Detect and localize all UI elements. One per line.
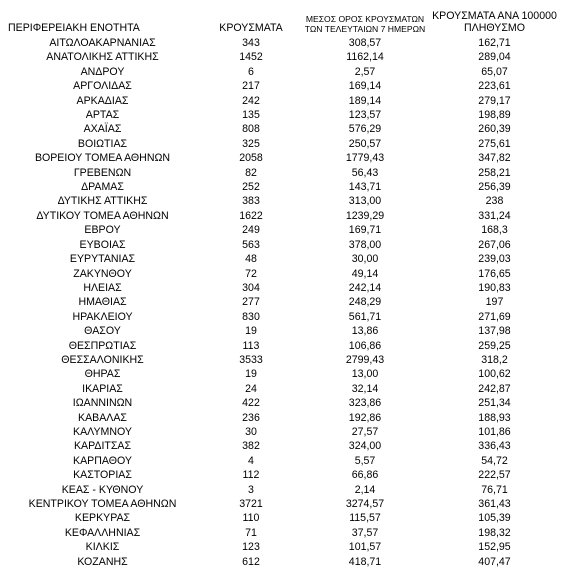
- region-cell: ΚΕΝΤΡΙΚΟΥ ΤΟΜΕΑ ΑΘΗΝΩΝ: [28, 498, 177, 510]
- cases-cell: 252: [242, 181, 260, 194]
- region-cell: ΚΙΛΚΙΣ: [85, 541, 120, 554]
- per100k-cell: 289,04: [478, 51, 511, 64]
- region-cell: ΔΥΤΙΚΟΥ ΤΟΜΕΑ ΑΘΗΝΩΝ: [36, 209, 169, 222]
- table-row: [4, 324, 560, 338]
- per100k-cell: 361,43: [478, 498, 511, 510]
- avg-cell: 1162,14: [346, 51, 384, 64]
- region-cell: ΑΝΑΤΟΛΙΚΗΣ ΑΤΤΙΚΗΣ: [46, 51, 159, 64]
- per100k-cell: 347,82: [478, 152, 511, 165]
- table-row: [4, 209, 560, 223]
- table-row: [4, 353, 560, 367]
- table-row: [4, 194, 560, 208]
- table-row: [4, 295, 560, 309]
- cases-cell: 82: [245, 166, 257, 179]
- cases-cell: 3721: [239, 498, 263, 510]
- header-cases: ΚΡΟΥΣΜΑΤΑ: [219, 22, 283, 34]
- region-cell: ΑΙΤΩΛΟΑΚΑΡΝΑΝΙΑΣ: [49, 37, 156, 49]
- table-row: [4, 497, 560, 511]
- avg-cell: 169,71: [348, 224, 382, 237]
- table-row: [4, 511, 560, 525]
- region-cell: ΚΑΣΤΟΡΙΑΣ: [73, 469, 132, 482]
- header-row: [4, 8, 560, 36]
- table-row: [4, 310, 560, 324]
- region-cell: ΚΟΖΑΝΗΣ: [77, 555, 128, 568]
- per100k-cell: 258,21: [478, 166, 511, 179]
- table-row: [4, 555, 560, 569]
- avg-cell: 189,14: [348, 94, 382, 107]
- avg-cell: 143,71: [348, 181, 382, 194]
- avg-cell: 37,57: [351, 526, 379, 539]
- table-row: [4, 223, 560, 237]
- cases-cell: 563: [242, 238, 260, 251]
- region-cell: ΚΕΡΚΥΡΑΣ: [74, 512, 131, 525]
- region-cell: ΔΥΤΙΚΗΣ ΑΤΤΙΚΗΣ: [57, 195, 148, 208]
- avg-cell: 2,14: [354, 483, 376, 496]
- per100k-cell: 162,71: [478, 37, 511, 49]
- table-row: [4, 137, 560, 151]
- region-cell: ΗΡΑΚΛΕΙΟΥ: [72, 310, 133, 323]
- table-row: [4, 382, 560, 396]
- per100k-cell: 275,61: [478, 137, 511, 150]
- per100k-cell: 260,39: [478, 123, 511, 136]
- per100k-cell: 238: [485, 195, 504, 208]
- cases-cell: 2058: [239, 152, 263, 165]
- avg-cell: 13,00: [351, 368, 379, 381]
- cases-cell: 422: [242, 397, 260, 410]
- per100k-cell: 267,06: [478, 238, 511, 251]
- avg-cell: 106,86: [348, 339, 382, 352]
- region-cell: ΕΥΡΥΤΑΝΙΑΣ: [69, 253, 136, 266]
- avg-cell: 248,29: [348, 296, 382, 309]
- table-row: [4, 411, 560, 425]
- per100k-cell: 152,95: [478, 541, 511, 554]
- table-row: [4, 238, 560, 252]
- per100k-cell: 242,87: [478, 382, 511, 395]
- cases-cell: 383: [242, 195, 260, 208]
- region-cell: ΒΟΡΕΙΟΥ ΤΟΜΕΑ ΑΘΗΝΩΝ: [34, 152, 171, 165]
- per100k-cell: 331,24: [478, 209, 511, 222]
- avg-cell: 323,86: [348, 397, 382, 410]
- table-row: [4, 65, 560, 79]
- per100k-cell: 54,72: [481, 454, 508, 467]
- table-row: [4, 439, 560, 453]
- per100k-cell: 176,65: [478, 267, 511, 280]
- cases-cell: 277: [242, 296, 260, 309]
- avg-cell: 378,00: [348, 238, 382, 251]
- per100k-cell: 100,62: [478, 368, 511, 381]
- per100k-cell: 271,69: [478, 310, 511, 323]
- cases-cell: 48: [245, 253, 257, 266]
- avg-cell: 308,57: [348, 37, 382, 49]
- avg-cell: 101,57: [348, 541, 382, 554]
- avg-cell: 313,00: [348, 195, 382, 208]
- cases-cell: 110: [242, 512, 260, 525]
- table-row: [4, 468, 560, 482]
- per100k-cell: 76,71: [481, 483, 508, 496]
- cases-cell: 30: [245, 425, 257, 438]
- cases-cell: 3533: [239, 353, 263, 366]
- per100k-cell: 188,93: [478, 411, 511, 424]
- table-body: [4, 36, 560, 569]
- table-row: [4, 483, 560, 497]
- cases-cell: 112: [242, 469, 260, 482]
- table-row: [4, 425, 560, 439]
- table-row: [4, 267, 560, 281]
- avg-cell: 123,57: [348, 109, 382, 122]
- avg-cell: 66,86: [351, 469, 379, 482]
- cases-cell: 325: [242, 137, 260, 150]
- table-row: [4, 367, 560, 381]
- region-cell: ΚΕΑΣ - ΚΥΘΝΟΥ: [61, 483, 144, 496]
- region-cell: ΕΥΒΟΙΑΣ: [79, 238, 126, 251]
- per100k-cell: 198,32: [478, 526, 511, 539]
- cases-cell: 135: [242, 109, 260, 122]
- cases-cell: 19: [245, 368, 257, 381]
- region-cell: ΙΚΑΡΙΑΣ: [82, 382, 123, 395]
- table-row: [4, 281, 560, 295]
- avg-cell: 1779,43: [345, 152, 385, 165]
- cases-cell: 612: [242, 555, 260, 568]
- table-row: [4, 151, 560, 165]
- table-header: [4, 8, 560, 36]
- table-row: [4, 94, 560, 108]
- region-cell: ΘΑΣΟΥ: [84, 325, 121, 338]
- avg-cell: 169,14: [348, 80, 382, 93]
- cases-by-region-table: [4, 8, 560, 569]
- cases-cell: 24: [245, 382, 257, 395]
- region-cell: ΑΡΚΑΔΙΑΣ: [76, 94, 129, 107]
- table-row: [4, 454, 560, 468]
- avg-cell: 2799,43: [345, 353, 385, 366]
- cases-cell: 830: [242, 310, 260, 323]
- per100k-cell: 256,39: [478, 181, 511, 194]
- table-row: [4, 339, 560, 353]
- avg-cell: 13,86: [351, 325, 379, 338]
- avg-cell: 49,14: [351, 267, 379, 280]
- per100k-cell: 222,57: [478, 469, 511, 482]
- per100k-cell: 65,07: [481, 65, 508, 78]
- header-region: ΠΕΡΙΦΕΡΕΙΑΚΗ ΕΝΟΤΗΤΑ: [8, 22, 140, 34]
- avg-cell: 242,14: [348, 281, 382, 294]
- table-row: [4, 108, 560, 122]
- cases-cell: 382: [242, 440, 260, 453]
- per100k-cell: 168,3: [481, 224, 508, 237]
- cases-cell: 3: [248, 483, 254, 496]
- table-row: [4, 252, 560, 266]
- avg-cell: 30,00: [351, 253, 379, 266]
- per100k-cell: 318,2: [481, 353, 508, 366]
- avg-cell: 5,57: [354, 454, 376, 467]
- avg-cell: 2,57: [354, 65, 376, 78]
- per100k-cell: 259,25: [478, 339, 511, 352]
- cases-cell: 72: [245, 267, 257, 280]
- table-row: [4, 180, 560, 194]
- per100k-cell: 190,83: [478, 281, 511, 294]
- per100k-cell: 105,39: [478, 512, 511, 525]
- cases-cell: 6: [248, 65, 254, 78]
- region-cell: ΚΑΡΠΑΘΟΥ: [73, 454, 132, 467]
- region-cell: ΔΡΑΜΑΣ: [81, 181, 124, 194]
- per100k-cell: 197: [485, 296, 504, 309]
- avg-cell: 192,86: [348, 411, 382, 424]
- avg-cell: 418,71: [348, 555, 382, 568]
- avg-cell: 250,57: [348, 137, 382, 150]
- header-avg-7-days: ΜΕΣΟΣ ΟΡΟΣ ΚΡΟΥΣΜΑΤΩΝ ΤΩΝ ΤΕΛΕΥΤΑΙΩΝ 7 ΗΜΕΡΩΝ: [304, 14, 426, 34]
- cases-cell: 304: [242, 281, 260, 294]
- table-row: [4, 526, 560, 540]
- region-cell: ΘΗΡΑΣ: [84, 368, 121, 381]
- region-cell: ΑΧΑΪΑΣ: [83, 123, 122, 136]
- per100k-cell: 279,17: [478, 94, 511, 107]
- per100k-cell: 223,61: [478, 80, 511, 93]
- cases-cell: 1452: [239, 51, 263, 64]
- avg-cell: 32,14: [351, 382, 379, 395]
- per100k-cell: 407,47: [478, 555, 511, 568]
- cases-cell: 343: [242, 37, 260, 49]
- cases-cell: 808: [242, 123, 260, 136]
- region-cell: ΑΝΔΡΟΥ: [80, 65, 125, 78]
- avg-cell: 1239,29: [345, 209, 385, 222]
- avg-cell: 324,00: [348, 440, 382, 453]
- cases-cell: 4: [248, 454, 254, 467]
- region-cell: ΚΑΛΥΜΝΟΥ: [73, 425, 132, 438]
- avg-cell: 561,71: [348, 310, 382, 323]
- table-row: [4, 36, 560, 50]
- avg-cell: 115,57: [349, 512, 381, 525]
- header-cases-per-100k: ΚΡΟΥΣΜΑΤΑ ΑΝΑ 100000 ΠΛΗΘΥΣΜΟ: [432, 10, 557, 34]
- cases-cell: 242: [242, 94, 260, 107]
- region-cell: ΑΡΓΟΛΙΔΑΣ: [73, 80, 132, 93]
- per100k-cell: 137,98: [478, 325, 511, 338]
- region-cell: ΒΟΙΩΤΙΑΣ: [77, 137, 128, 150]
- per100k-cell: 251,34: [478, 397, 511, 410]
- table-row: [4, 79, 560, 93]
- region-cell: ΘΕΣΣΑΛΟΝΙΚΗΣ: [61, 353, 144, 366]
- cases-cell: 236: [242, 411, 260, 424]
- region-cell: ΑΡΤΑΣ: [85, 109, 120, 122]
- per100k-cell: 336,43: [478, 440, 511, 453]
- avg-cell: 27,57: [351, 425, 379, 438]
- region-cell: ΓΡΕΒΕΝΩΝ: [73, 166, 132, 179]
- region-cell: ΚΕΦΑΛΛΗΝΙΑΣ: [64, 526, 141, 539]
- per100k-cell: 239,03: [478, 253, 511, 266]
- cases-cell: 19: [245, 325, 257, 338]
- region-cell: ΗΛΕΙΑΣ: [83, 281, 122, 294]
- table-row: [4, 396, 560, 410]
- table-row: [4, 122, 560, 136]
- region-cell: ΚΑΡΔΙΤΣΑΣ: [73, 440, 132, 453]
- region-cell: ΕΒΡΟΥ: [84, 224, 121, 237]
- table-row: [4, 540, 560, 554]
- per100k-cell: 198,89: [478, 109, 511, 122]
- cases-cell: 1622: [239, 209, 263, 222]
- cases-cell: 113: [242, 339, 260, 352]
- avg-cell: 576,29: [348, 123, 382, 136]
- table-row: [4, 166, 560, 180]
- cases-cell: 123: [242, 541, 260, 554]
- table-row: [4, 50, 560, 64]
- region-cell: ΙΩΑΝΝΙΝΩΝ: [72, 397, 133, 410]
- cases-cell: 217: [242, 80, 260, 93]
- region-cell: ΗΜΑΘΙΑΣ: [78, 296, 127, 309]
- per100k-cell: 101,86: [478, 425, 511, 438]
- region-cell: ΘΕΣΠΡΩΤΙΑΣ: [68, 339, 137, 352]
- cases-cell: 249: [242, 224, 260, 237]
- region-cell: ΚΑΒΑΛΑΣ: [78, 411, 127, 424]
- avg-cell: 56,43: [351, 166, 379, 179]
- avg-cell: 3274,57: [345, 498, 385, 510]
- region-cell: ΖΑΚΥΝΘΟΥ: [73, 267, 132, 280]
- cases-cell: 71: [245, 526, 257, 539]
